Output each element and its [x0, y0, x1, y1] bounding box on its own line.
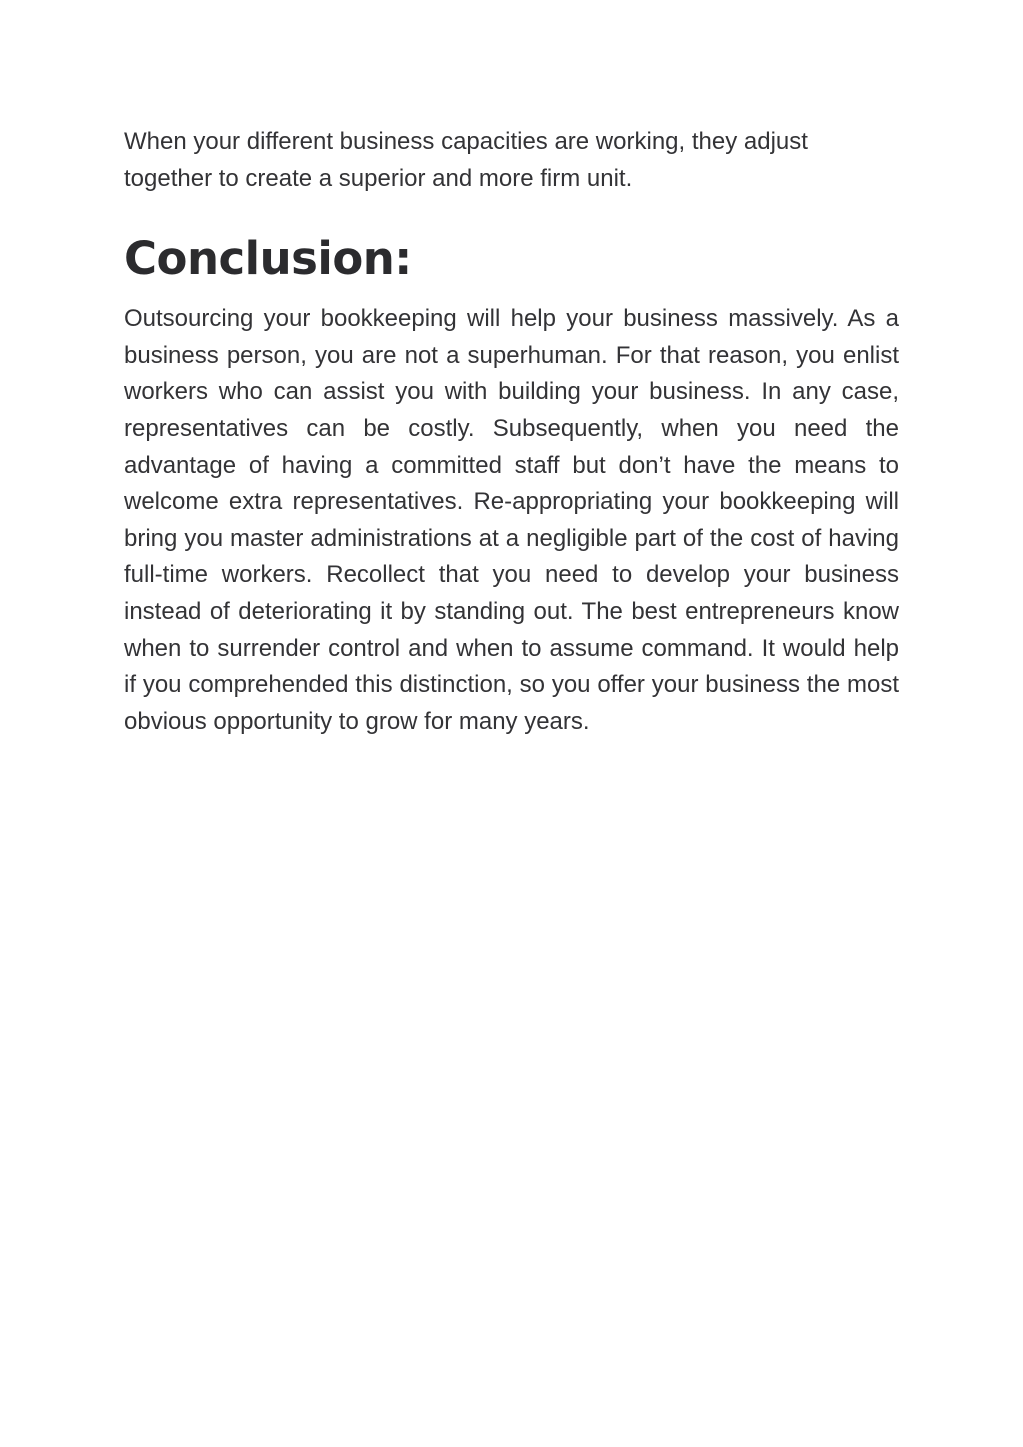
intro-paragraph: When your different business capacities are working, they adjust together to create a superior and more firm unit. — [124, 128, 808, 192]
conclusion-paragraph: Outsourcing your bookkeeping will help your business massively. As a business person, you are not a superhuman. For that reason, you enlist workers who can assist you with building your business. In any case, representatives can be costly. Subsequently, when you need the advantage of having a committed staff but don’t have the means to welcome extra representatives. Re-appropriating your bookkeeping will bring you master administrations at a negligible part of the cost of having full-time workers. Recollect that you need to develop your business instead of deteriorating it by standing out. The best entrepreneurs know when to surrender control and when to assume command. It would help if you comprehended this distinction, so you offer your business the most obvious opportunity to grow for many years. — [124, 305, 899, 735]
conclusion-heading: Conclusion: — [124, 232, 412, 286]
document-page — [124, 124, 899, 740]
